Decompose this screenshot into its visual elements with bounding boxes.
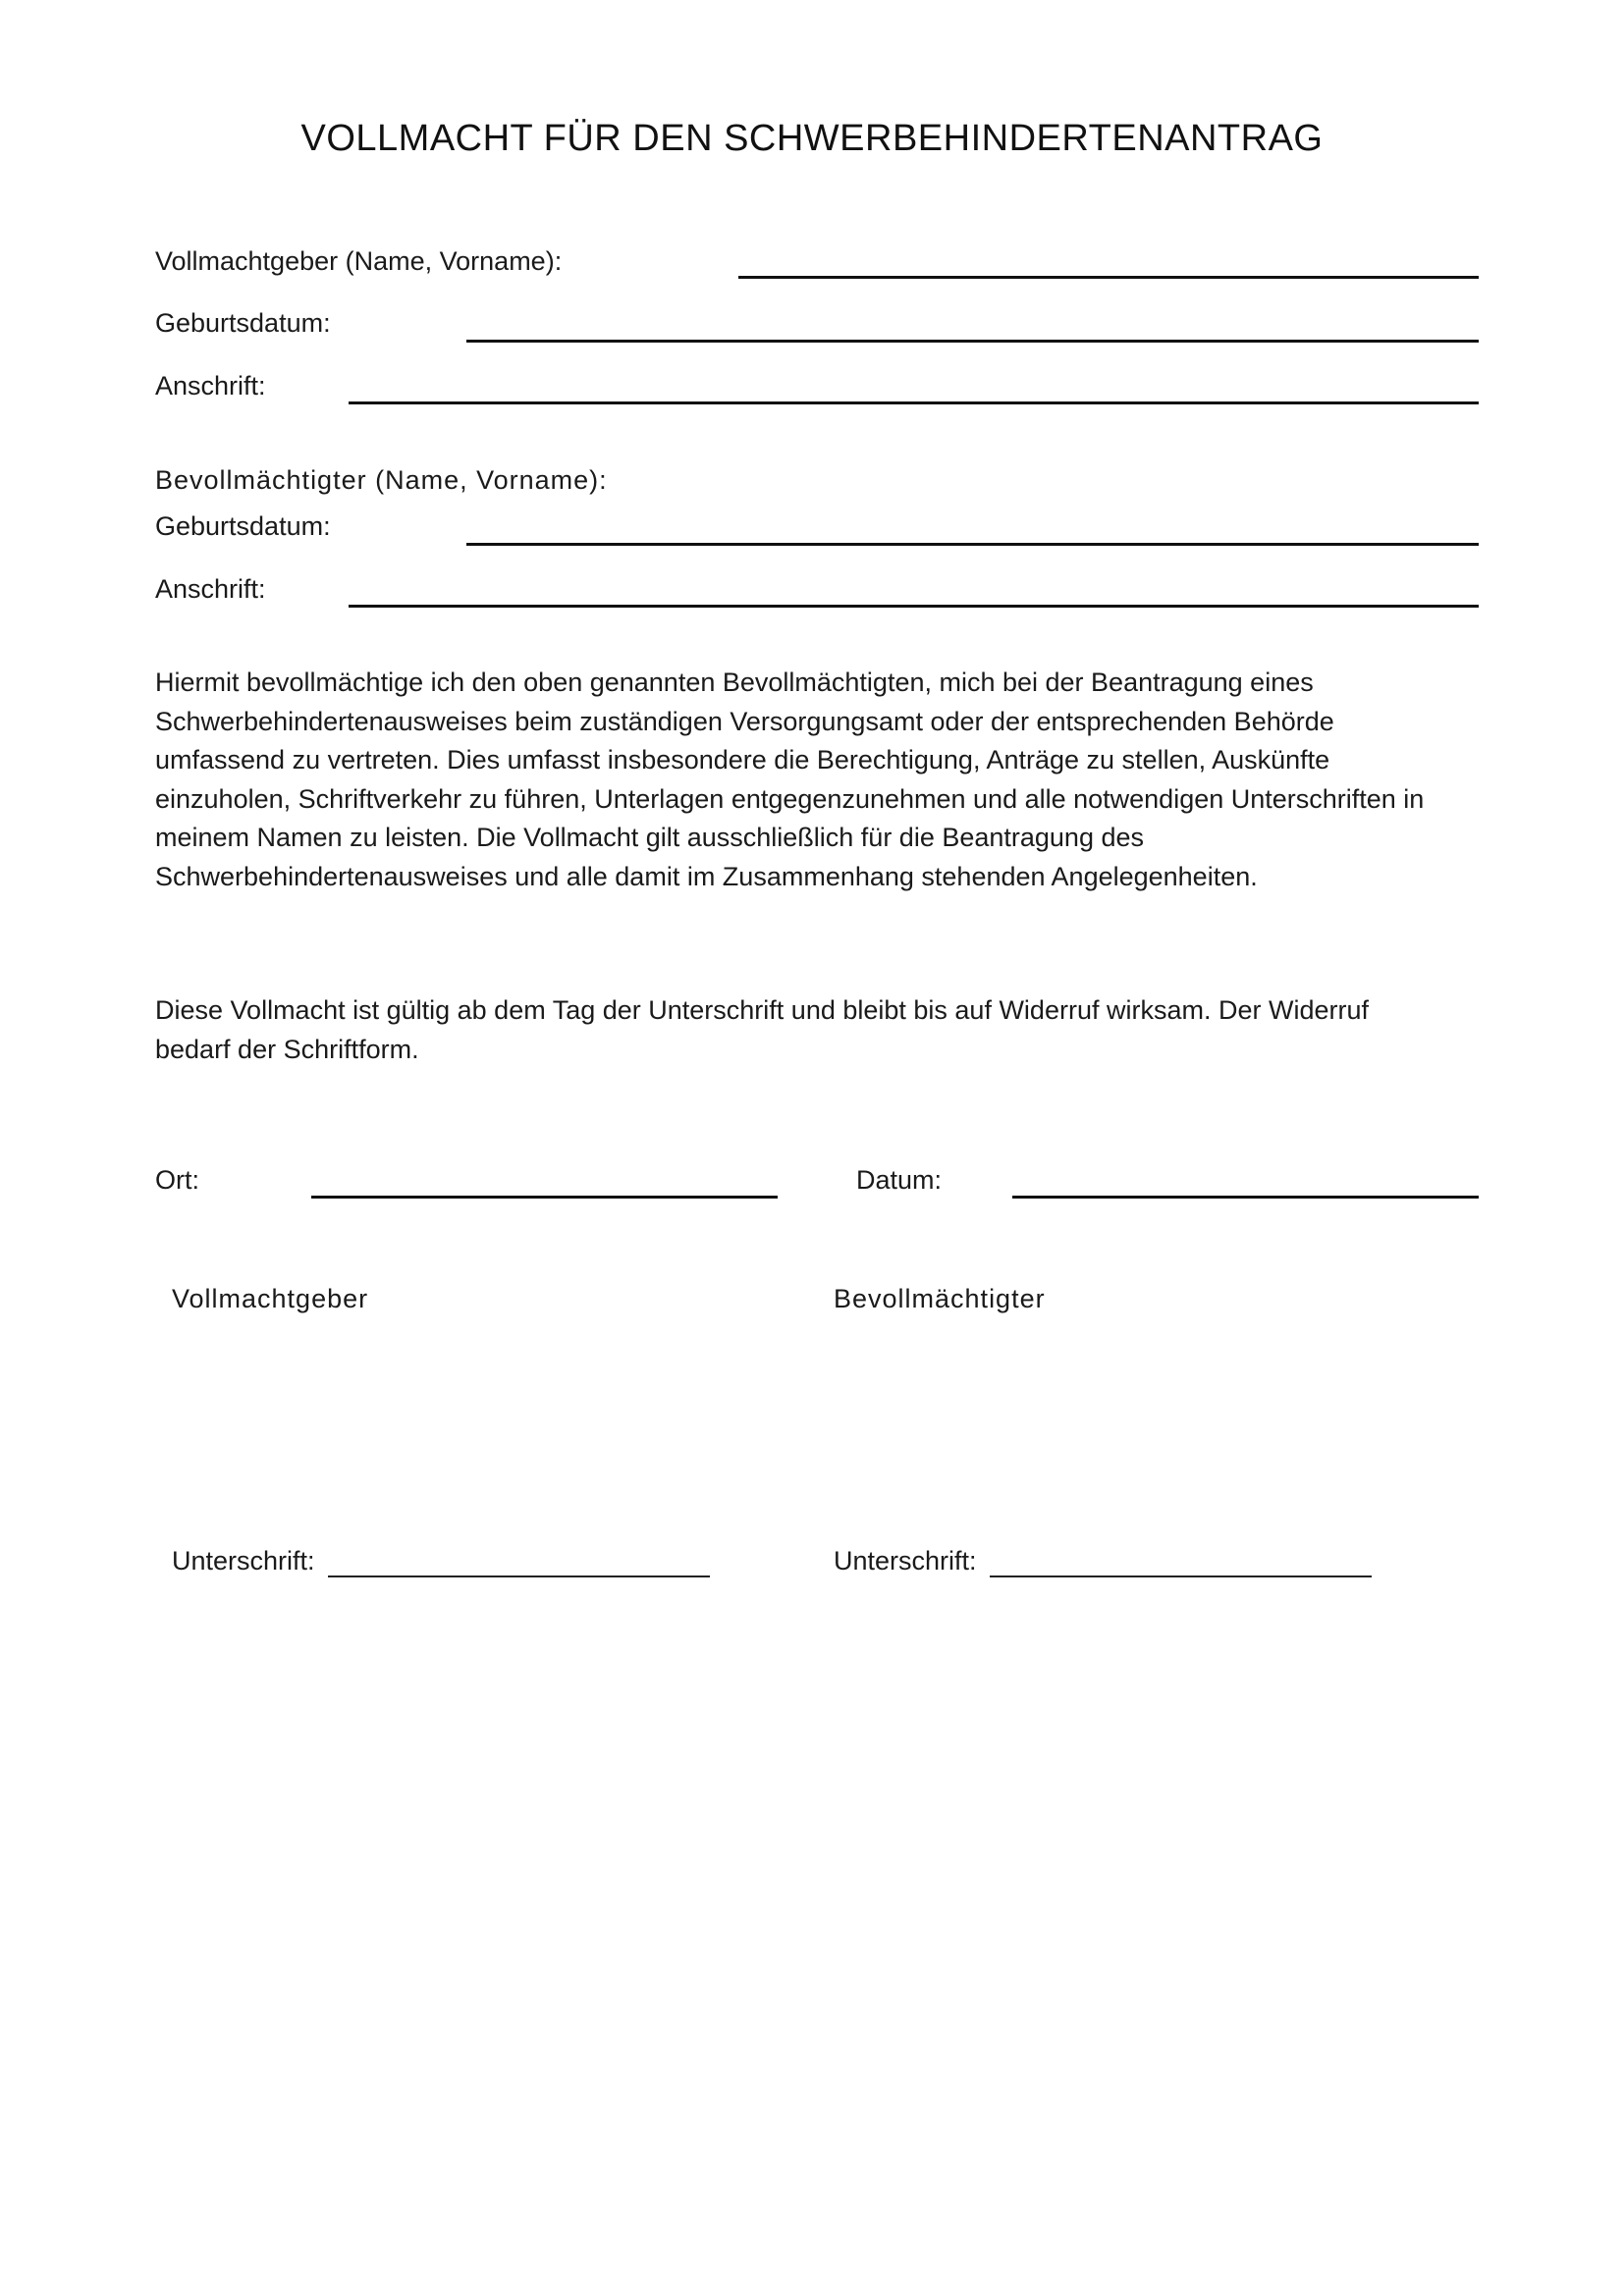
grantor-signature-field[interactable] [328, 1575, 710, 1577]
grantor-name-field[interactable] [738, 276, 1479, 279]
authorization-paragraph: Hiermit bevollmächtige ich den oben genannten Bevollmächtigten, mich bei der Beantragung eines Schwerbehindertenausweises beim zuständigen Versorgungsamt oder der entsprechenden Behörde umfassend zu vertreten. Dies umfasst insbesondere die Berechtigung, Anträge zu stellen, Auskünfte einzuholen, Schriftverkehr zu führen, Unterlagen entgegenzunehmen und alle notwendigen Unterschriften in meinem Namen zu leisten. Die Vollmacht gilt ausschließlich für die Beantragung des Schwerbehindertenausweises und alle damit im Zusammenhang stehenden Angelegenheiten. [155, 667, 1425, 891]
place-field[interactable] [311, 1196, 778, 1199]
validity-paragraph: Diese Vollmacht ist gültig ab dem Tag der Unterschrift und bleibt bis auf Widerruf wirksam. Der Widerruf bedarf der Schriftform. [155, 995, 1369, 1064]
agent-signature-field[interactable] [990, 1575, 1372, 1577]
grantor-name-label: Vollmachtgeber (Name, Vorname): [155, 246, 563, 276]
grantor-birthdate-label: Geburtsdatum: [155, 308, 331, 338]
grantor-signature-heading: Vollmachtgeber [172, 1284, 369, 1313]
grantor-address-field[interactable] [349, 401, 1479, 404]
date-label: Datum: [856, 1165, 943, 1195]
agent-birthdate-label: Geburtsdatum: [155, 511, 331, 541]
grantor-address-label: Anschrift: [155, 371, 266, 400]
agent-signature-label: Unterschrift: [834, 1546, 977, 1575]
agent-signature-heading: Bevollmächtigter [834, 1284, 1046, 1313]
agent-name-label: Bevollmächtigter (Name, Vorname): [155, 465, 608, 495]
grantor-signature-label: Unterschrift: [172, 1546, 315, 1575]
agent-birthdate-field[interactable] [466, 543, 1479, 546]
agent-address-label: Anschrift: [155, 574, 266, 604]
place-label: Ort: [155, 1165, 199, 1195]
date-field[interactable] [1012, 1196, 1479, 1199]
document-title: VOLLMACHT FÜR DEN SCHWERBEHINDERTENANTRAG [300, 118, 1324, 159]
grantor-birthdate-field[interactable] [466, 340, 1479, 343]
agent-address-field[interactable] [349, 605, 1479, 608]
